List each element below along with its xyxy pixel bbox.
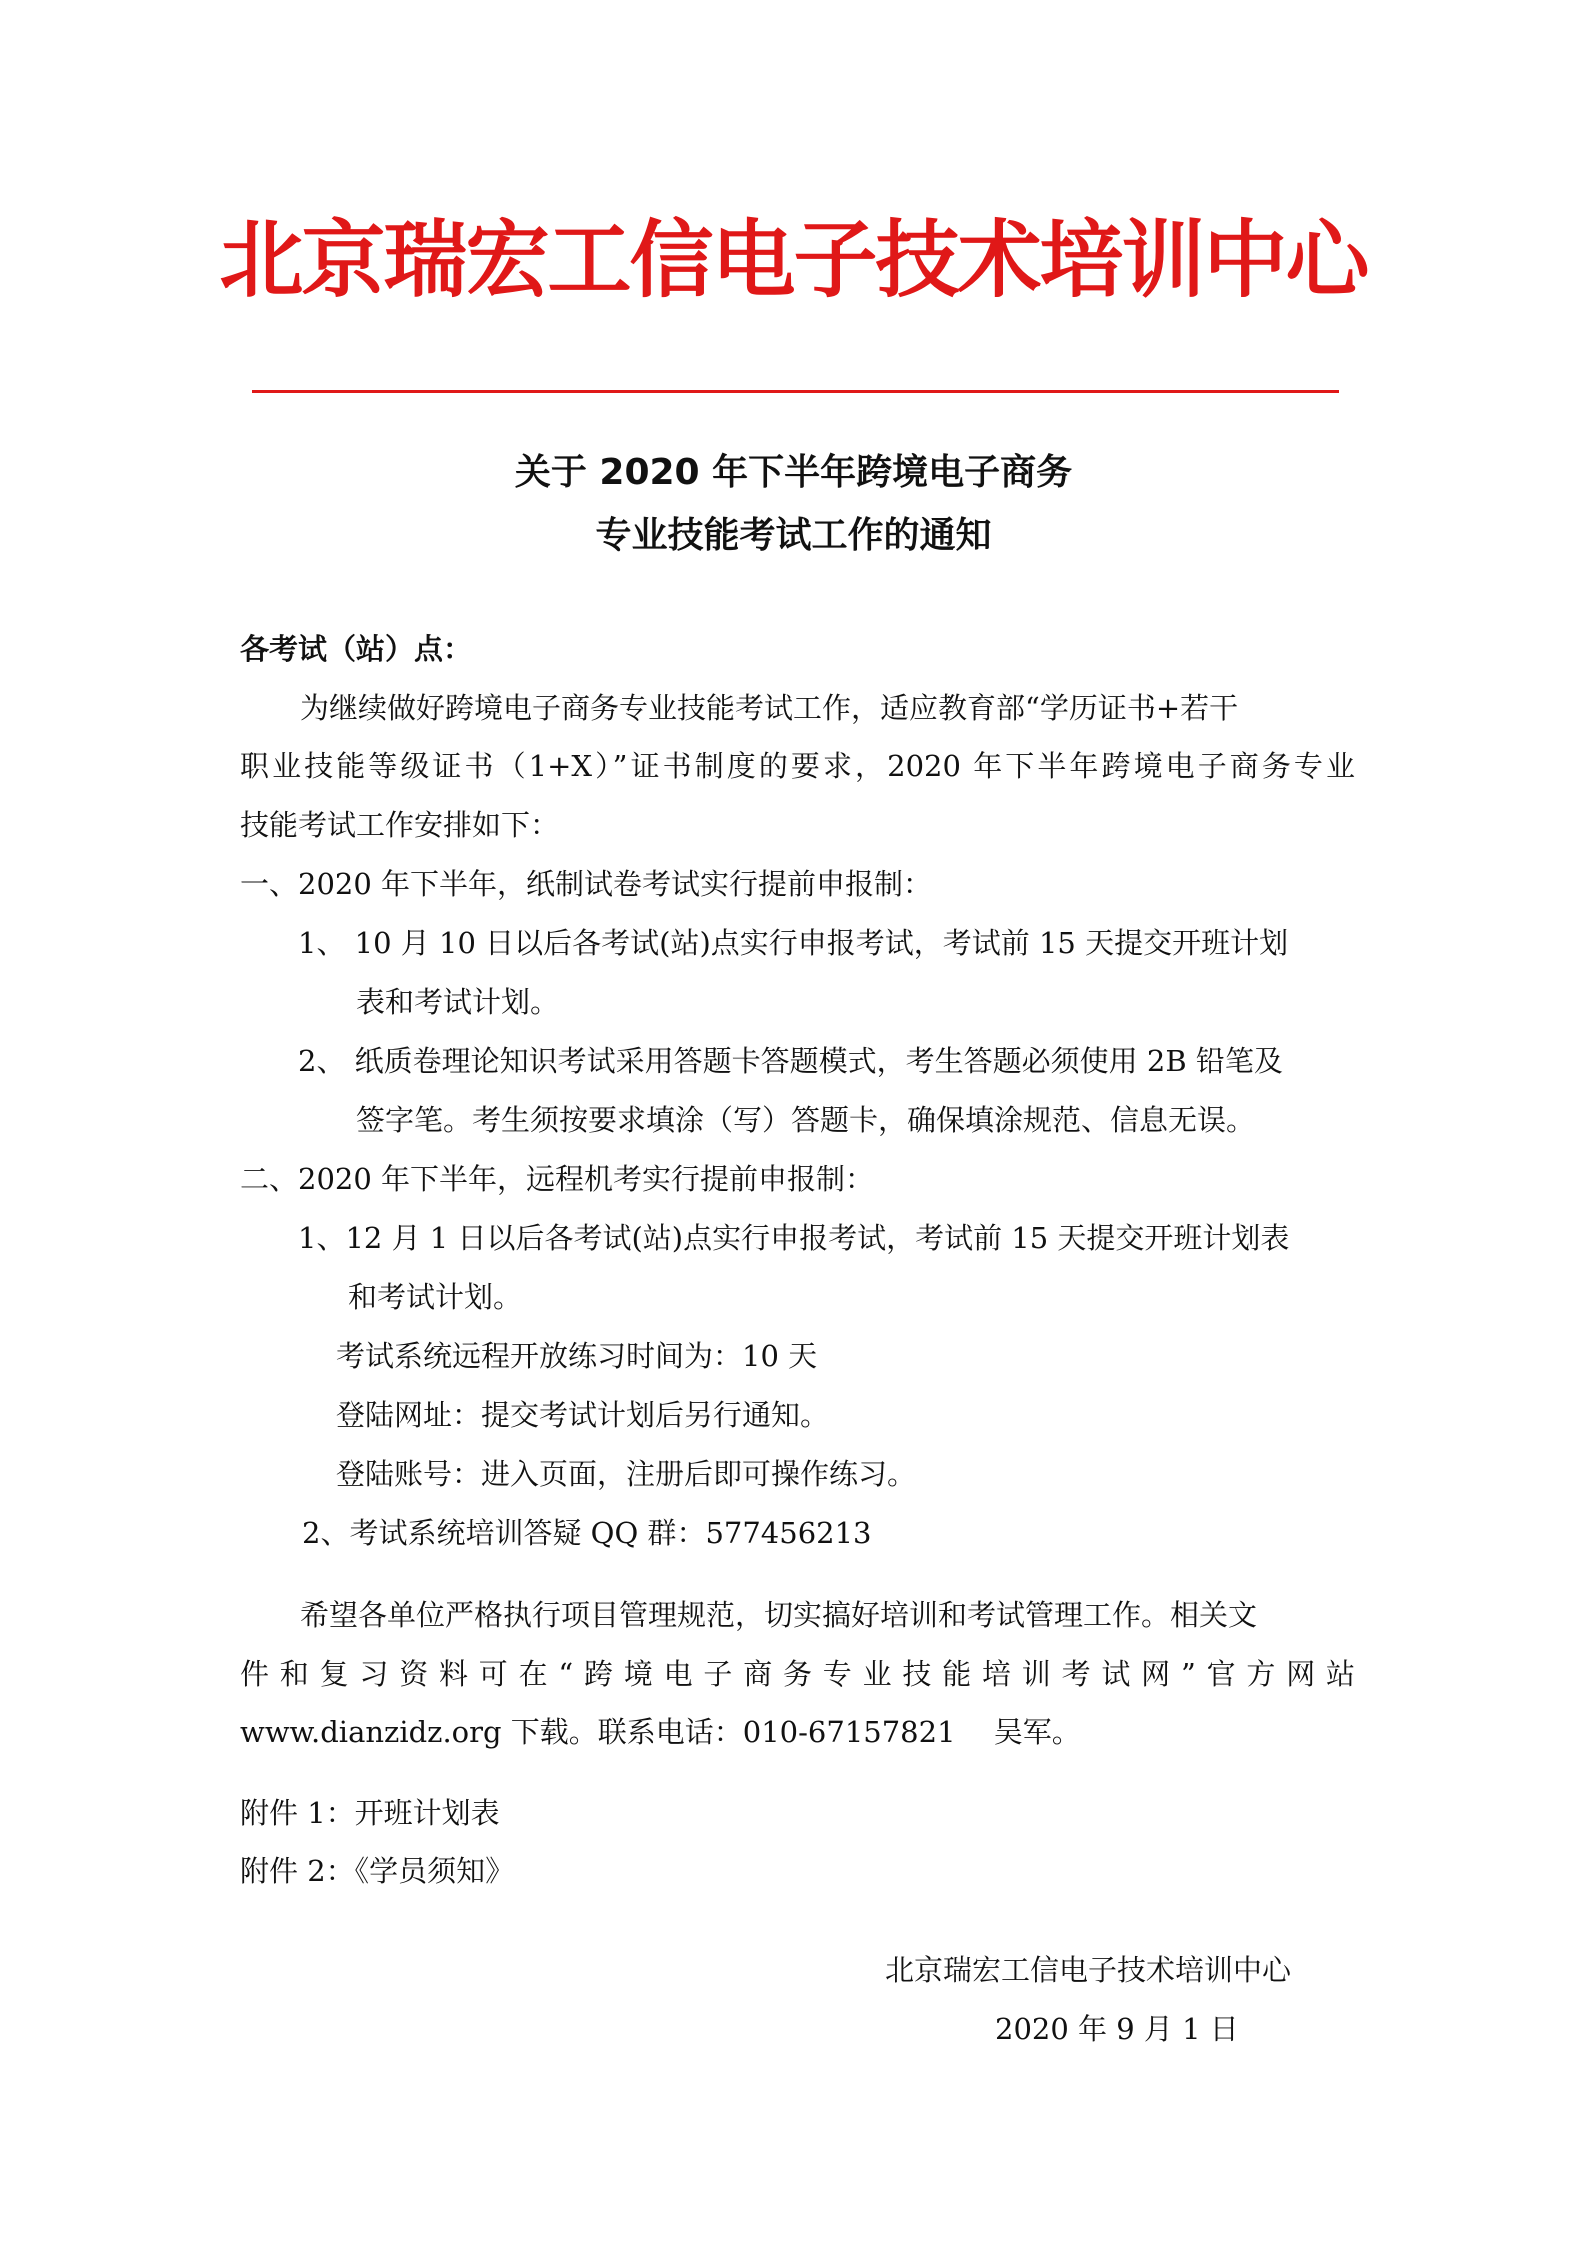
intro-line-3: 技能考试工作安排如下：	[240, 808, 560, 842]
masthead-title: 北京瑞宏工信电子技术培训中心	[219, 211, 1368, 309]
section-2-item-1-line-1: 1、12 月 1 日以后各考试(站)点实行申报考试，考试前 15 天提交开班计划表	[298, 1221, 1290, 1255]
salutation: 各考试（站）点：	[240, 632, 473, 666]
intro-line-1: 为继续做好跨境电子商务专业技能考试工作，适应教育部“学历证书+若干	[300, 691, 1239, 725]
section-2-item-1-line-2: 和考试计划。	[348, 1280, 523, 1314]
login-url-note: 登陆网址：提交考试计划后另行通知。	[336, 1398, 830, 1432]
attachment-1: 附件 1：开班计划表	[240, 1796, 500, 1830]
masthead-divider	[252, 390, 1339, 393]
closing-line-3: www.dianzidz.org 下载。联系电话：010-67157821 吴军。	[240, 1715, 1081, 1749]
signature-org: 北京瑞宏工信电子技术培训中心	[885, 1953, 1292, 1987]
section-1-heading: 一、2020 年下半年，纸制试卷考试实行提前申报制：	[240, 867, 933, 901]
qq-group-line: 2、考试系统培训答疑 QQ 群：577456213	[302, 1516, 872, 1550]
closing-line-2: 件和复习资料可在“跨境电子商务专业技能培训考试网”官方网站	[240, 1657, 1355, 1691]
closing-line-1: 希望各单位严格执行项目管理规范，切实搞好培训和考试管理工作。相关文	[300, 1598, 1258, 1632]
section-1-item-1-line-2: 表和考试计划。	[356, 985, 560, 1019]
section-1-item-1-line-1: 1、 10 月 10 日以后各考试(站)点实行申报考试，考试前 15 天提交开班计划	[298, 926, 1289, 960]
practice-period: 考试系统远程开放练习时间为：10 天	[336, 1339, 818, 1373]
notice-title-line-2: 专业技能考试工作的通知	[595, 515, 992, 556]
section-1-item-2-line-2: 签字笔。考生须按要求填涂（写）答题卡，确保填涂规范、信息无误。	[356, 1103, 1256, 1137]
attachment-2: 附件 2：《学员须知》	[240, 1854, 515, 1888]
signature-date: 2020 年 9 月 1 日	[995, 2012, 1239, 2046]
notice-title-line-1: 关于 2020 年下半年跨境电子商务	[514, 452, 1073, 493]
login-account-note: 登陆账号：进入页面，注册后即可操作练习。	[336, 1457, 917, 1491]
section-2-heading: 二、2020 年下半年，远程机考实行提前申报制：	[240, 1162, 875, 1196]
intro-line-2: 职业技能等级证书（1+X）”证书制度的要求，2020 年下半年跨境电子商务专业	[240, 749, 1355, 783]
section-1-item-2-line-1: 2、 纸质卷理论知识考试采用答题卡答题模式，考生答题必须使用 2B 铅笔及	[298, 1044, 1283, 1078]
